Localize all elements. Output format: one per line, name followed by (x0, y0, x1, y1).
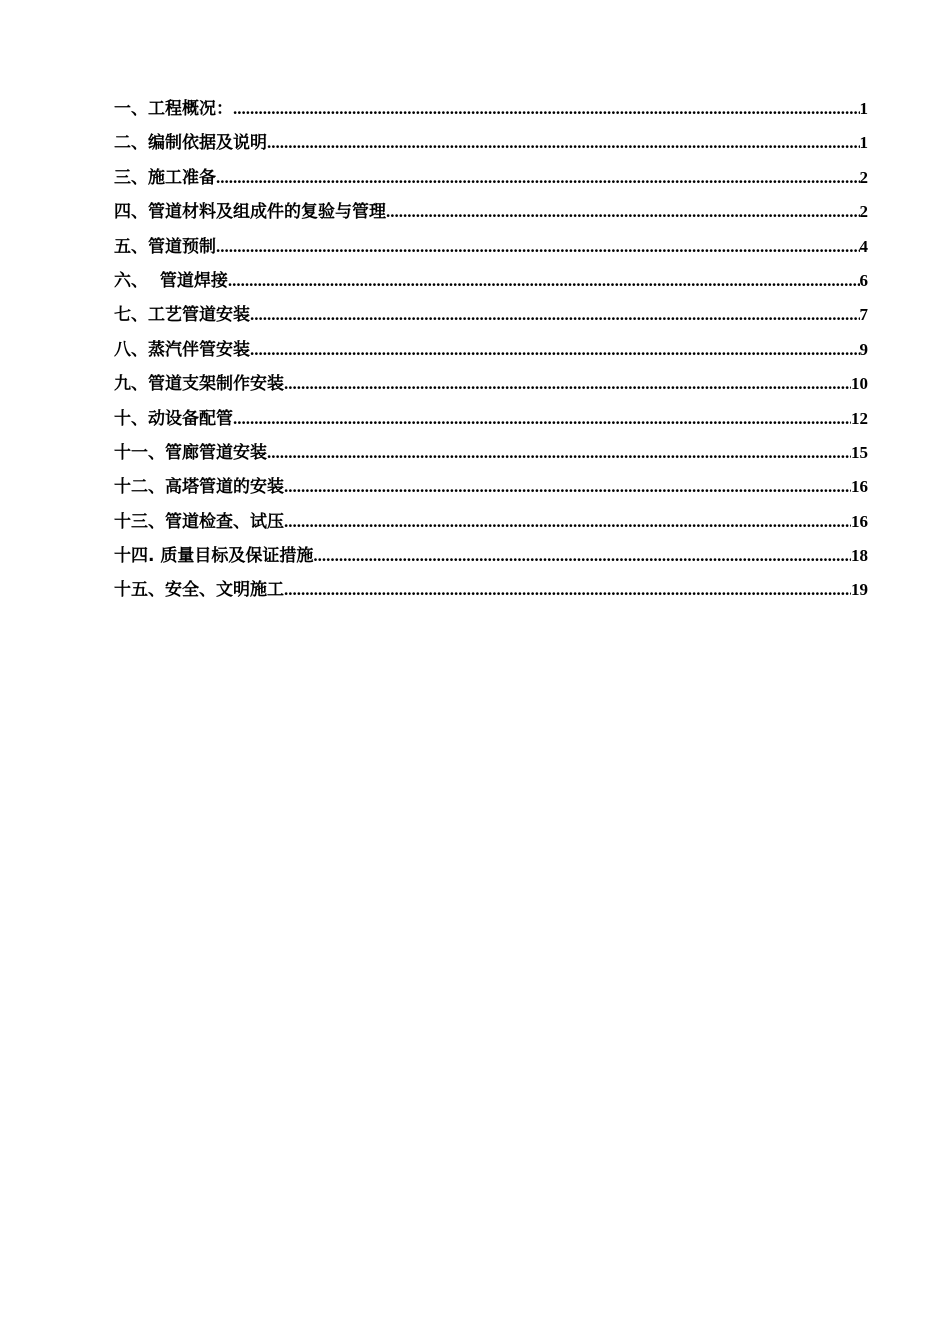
toc-leader-dots (313, 546, 851, 566)
toc-leader-dots (284, 580, 851, 600)
toc-entry-page: 15 (851, 442, 868, 462)
toc-entry[interactable] (114, 335, 868, 369)
toc-leader-dots (250, 340, 860, 360)
toc-entry-title: 十三、管道检查、试压 (114, 511, 284, 532)
toc-entry-page: 7 (859, 305, 868, 325)
toc-entry-title: 十、动设备配管 (114, 408, 233, 429)
toc-leader-dots (233, 99, 860, 119)
toc-entry[interactable] (114, 369, 868, 403)
toc-entry-title: 八、蒸汽伴管安装 (114, 339, 250, 360)
toc-entry-page: 1 (859, 133, 868, 153)
toc-entry-title: 三、施工准备 (114, 167, 216, 188)
toc-entry-page: 16 (851, 511, 868, 531)
toc-leader-dots (267, 443, 851, 463)
toc-entry-page: 12 (851, 408, 868, 428)
toc-leader-dots (250, 305, 860, 325)
toc-entry-title: 十二、高塔管道的安装 (114, 477, 284, 498)
toc-leader-dots (228, 271, 860, 291)
toc-leader-dots (386, 202, 860, 222)
toc-entry-page: 10 (851, 374, 868, 394)
toc-entry-page: 19 (851, 580, 868, 600)
toc-entry-title: 九、管道支架制作安装 (114, 374, 284, 395)
toc-entry-page: 4 (859, 236, 868, 256)
toc-leader-dots (284, 512, 851, 532)
toc-entry[interactable] (114, 197, 868, 231)
toc-entry-title: 十四. 质量目标及保证措施 (114, 546, 314, 567)
toc-entry-title: 四、管道材料及组成件的复验与管理 (114, 202, 386, 223)
toc-leader-dots (284, 374, 851, 394)
toc-entry-title: 一、工程概况： (114, 99, 233, 119)
toc-entry[interactable] (114, 232, 868, 266)
toc-entry-page: 1 (859, 99, 868, 118)
toc-leader-dots (284, 477, 851, 497)
toc-entry[interactable] (114, 94, 868, 128)
toc-entry[interactable] (114, 575, 868, 609)
toc-entry[interactable] (114, 404, 868, 438)
toc-entry-title: 十一、管廊管道安装 (114, 442, 267, 463)
toc-leader-dots (267, 133, 860, 153)
toc-entry[interactable] (114, 300, 868, 334)
toc-entry-page: 2 (859, 202, 868, 222)
toc-entry[interactable] (114, 163, 868, 197)
toc-leader-dots (216, 168, 860, 188)
toc-entry[interactable] (114, 472, 868, 506)
toc-entry-page: 16 (851, 477, 868, 497)
toc-entry-title: 二、编制依据及说明 (114, 133, 267, 154)
toc-entry[interactable] (114, 507, 868, 541)
table-of-contents (114, 94, 868, 610)
toc-entry-title: 七、工艺管道安装 (114, 305, 250, 326)
toc-entry-page: 18 (851, 546, 868, 566)
toc-leader-dots (233, 409, 851, 429)
toc-entry-title: 十五、安全、文明施工 (114, 580, 284, 601)
toc-leader-dots (216, 237, 860, 257)
toc-entry-page: 6 (859, 270, 868, 290)
toc-entry[interactable] (114, 128, 868, 162)
toc-entry-page: 2 (859, 167, 868, 187)
toc-entry[interactable] (114, 541, 868, 575)
toc-entry-page: 9 (859, 339, 868, 359)
toc-entry-title: 六、 管道焊接 (114, 270, 228, 291)
toc-entry[interactable] (114, 438, 868, 472)
toc-entry[interactable] (114, 266, 868, 300)
toc-entry-title: 五、管道预制 (114, 236, 216, 257)
